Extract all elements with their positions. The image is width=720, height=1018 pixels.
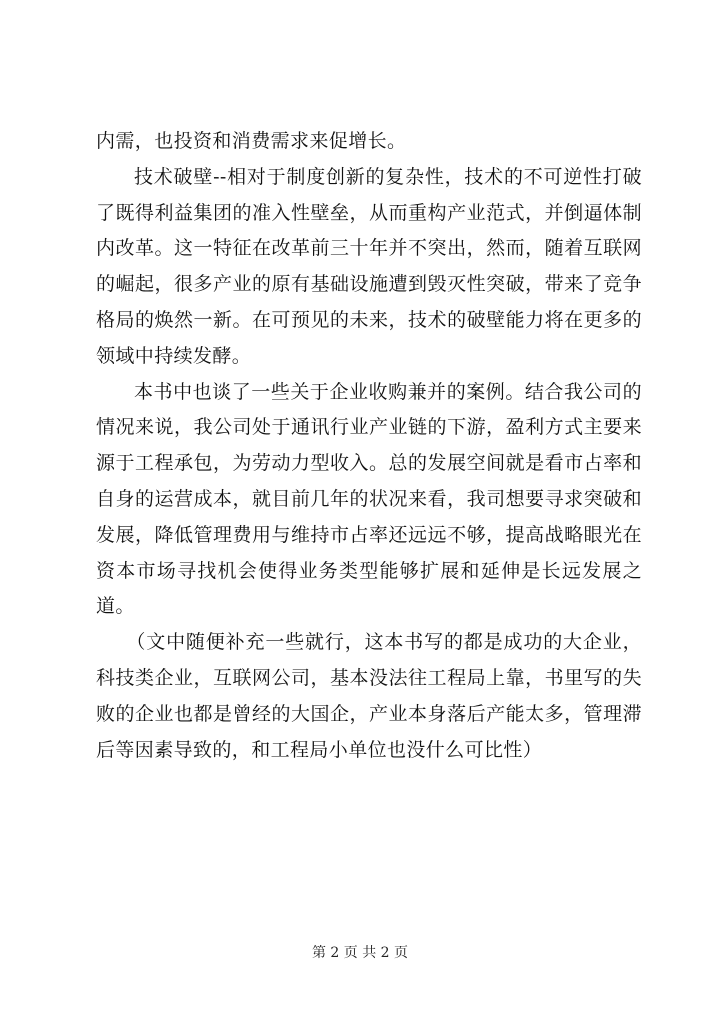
paragraph-tech-breakthrough: 技术破壁--相对于制度创新的复杂性，技术的不可逆性打破了既得利益集团的准入性壁垒，从而重构产业范式，并倒逼体制内改革。这一特征在改革前三十年并不突出，然而，随着互联网的崛起，很多产业的原有基础设施遭到毁灭性突破，带来了竞争格局的焕然一新。在可预见的未来，技术的破壁能力将在更多的领域中持续发酵。 — [96, 165, 642, 367]
document-body — [96, 124, 642, 768]
paragraph-mergers-acquisitions: 本书中也谈了一些关于企业收购兼并的案例。结合我公司的情况来说，我公司处于通讯行业产业链的下游，盈利方式主要来源于工程承包，为劳动力型收入。总的发展空间就是看市占率和自身的运营成本，就目前几年的状况来看，我司想要寻求突破和发展，降低管理费用与维持市占率还远远不够，提高战略眼光在资本市场寻找机会使得业务类型能够扩展和延伸是长远发展之道。 — [96, 380, 642, 618]
page-footer: 第 2 页 共 2 页 — [311, 945, 409, 961]
paragraph-continuation: 内需，也投资和消费需求来促增长。 — [96, 130, 407, 152]
paragraph-note: （文中随便补充一些就行，这本书写的都是成功的大企业，科技类企业，互联网公司，基本没法往工程局上靠，书里写的失败的企业也都是曾经的大国企，产业本身落后产能太多，管理滞后等因素导致的，和工程局小单位也没什么可比性） — [96, 631, 642, 761]
